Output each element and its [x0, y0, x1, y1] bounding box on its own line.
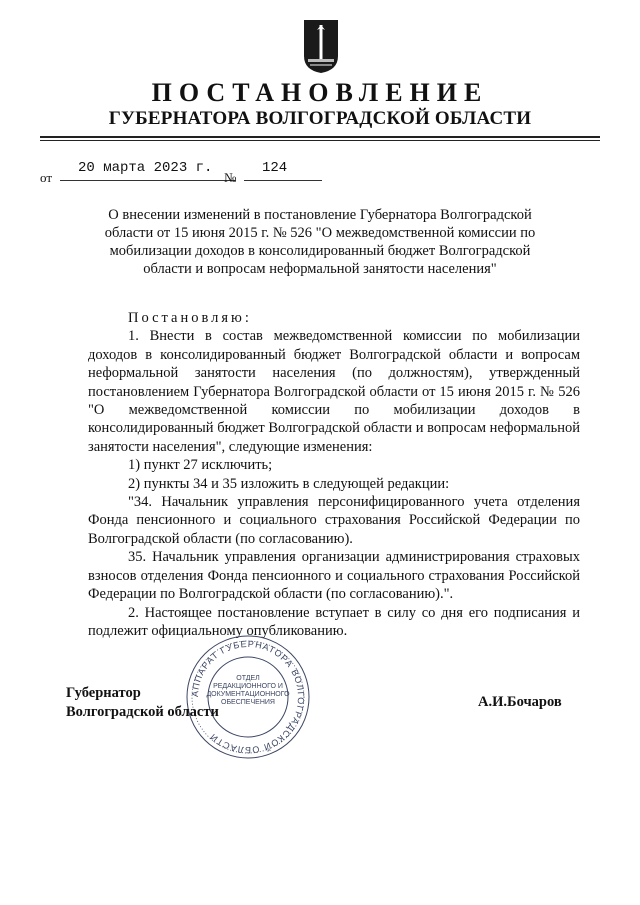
body-paragraph-3: 2) пункты 34 и 35 изложить в следующей редакции:	[128, 475, 450, 492]
signatory-position	[66, 684, 219, 722]
header-rule-thick	[40, 136, 600, 138]
signatory-position-line-1: Губернатор	[66, 685, 141, 701]
coat-of-arms-icon	[302, 18, 340, 74]
document-title: ПОСТАНОВЛЕНИЕ	[151, 78, 489, 107]
number-value: 124	[244, 160, 322, 181]
body-paragraph-5: 35. Начальник управления организации администрирования страховых взносов отделения Фонда пенсионного и социального страхования Российской Федерации по Волгоградской области (по согласованию).".	[88, 549, 580, 603]
date-prefix: от	[40, 170, 53, 185]
document-subject: О внесении изменений в постановление Губернатора Волгоградской области от 15 июня 2015 г. № 526 "О межведомственной комиссии по мобилизации доходов в консолидированный бюджет Волгоградской области и вопросам неформальной занятости населения"	[104, 207, 536, 277]
number-prefix: №	[224, 170, 237, 185]
body-paragraph-6: 2. Настоящее постановление вступает в силу со дня его подписания и подлежит официальному опубликованию.	[88, 604, 580, 639]
document-subtitle: ГУБЕРНАТОРА ВОЛГОГРАДСКОЙ ОБЛАСТИ	[108, 108, 532, 129]
stamp-center-text: ОТДЕЛ РЕДАКЦИОННОГО И ДОКУМЕНТАЦИОННОГО ОБЕСПЕЧЕНИЯ	[206, 675, 290, 706]
header-rule-thin	[40, 140, 600, 141]
body-intro: Постановляю:	[128, 310, 252, 326]
date-value: 20 марта 2023 г.	[60, 160, 236, 181]
stamp-ring-text: АППАРАТ ГУБЕРНАТОРА ВОЛГОГРАДСКОЙ ОБЛАСТИ	[189, 638, 307, 756]
body-paragraph-1: 1. Внести в состав межведомственной комиссии по мобилизации доходов в консолидированный бюджет Волгоградской области и вопросам неформальной занятости населения (по должностям), утвержденный постановлением Губернатора Волгоградской области от 15 июня 2015 г. № 526 "О межведомственной комиссии по мобилизации доходов в консолидированный бюджет Волгоградской области и вопросам неформальной занятости населения", следующие изменения:	[88, 328, 580, 455]
body-paragraph-2: 1) пункт 27 исключить;	[128, 457, 273, 474]
body-paragraph-4: "34. Начальник управления персонифицированного учета отделения Фонда пенсионного и социального страхования Российской Федерации по Волгоградской области (по согласованию).	[88, 494, 580, 547]
signatory-name: А.И.Бочаров	[478, 694, 562, 710]
signatory-position-line-2: Волгоградской области	[66, 704, 219, 720]
document-body	[88, 309, 580, 640]
